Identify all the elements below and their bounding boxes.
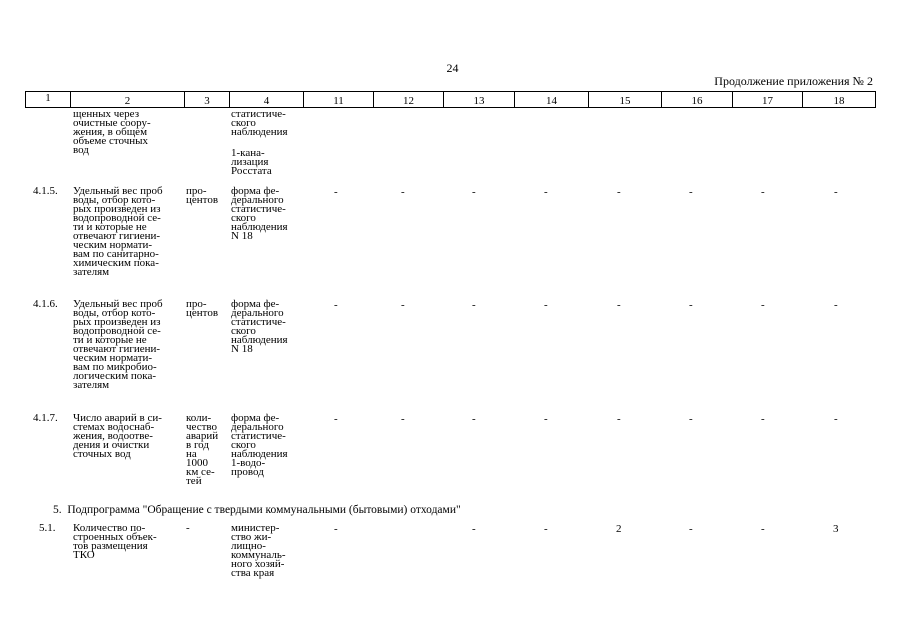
- continuation-label: Продолжение приложения № 2: [714, 74, 873, 88]
- indicator-text: Число аварий в си- стемах водоснаб- жения, водоотве- дения и очистки сточных вод: [73, 412, 162, 460]
- value-cell: 3: [833, 523, 839, 535]
- value-cell: -: [617, 299, 621, 311]
- value-cell: 2: [616, 523, 622, 535]
- column-header: 16: [662, 92, 733, 108]
- source-text: форма фе- дерального статистиче- ского наблюдения N 18: [231, 185, 288, 242]
- value-cell: -: [472, 523, 476, 535]
- value-cell: -: [334, 413, 338, 425]
- value-cell: -: [834, 299, 838, 311]
- value-cell: -: [334, 299, 338, 311]
- value-cell: -: [761, 186, 765, 198]
- indicator-text: Удельный вес проб воды, отбор кото- рых произведен из водопроводной се- ти и которые не отвечают гигиени- ческим нормати- вам по санитарно- химическим пока- зателям: [73, 185, 163, 278]
- unit-text: про- центов: [186, 185, 219, 206]
- value-cell: -: [761, 413, 765, 425]
- value-cell: -: [401, 413, 405, 425]
- value-cell: -: [689, 186, 693, 198]
- source-text: статистиче- ского наблюдения: [231, 108, 288, 138]
- value-cell: -: [761, 299, 765, 311]
- indicator-text: щенных через очистные соору- жения, в общем объеме сточных вод: [73, 108, 151, 156]
- value-cell: -: [401, 186, 405, 198]
- value-cell: -: [544, 299, 548, 311]
- column-header: 14: [515, 92, 589, 108]
- row-number: 4.1.7.: [33, 412, 58, 424]
- unit-text: -: [186, 522, 190, 534]
- value-cell: -: [689, 523, 693, 535]
- value-cell: -: [689, 413, 693, 425]
- unit-text: про- центов: [186, 298, 219, 319]
- row-number: 4.1.5.: [33, 185, 58, 197]
- value-cell: -: [689, 299, 693, 311]
- source-text: министер- ство жи- лищно- коммуналь- ного хозяй- ства края: [231, 522, 286, 579]
- value-cell: -: [834, 186, 838, 198]
- row-number: 4.1.6.: [33, 298, 58, 310]
- header-table: [25, 91, 876, 108]
- column-header: 18: [803, 92, 876, 108]
- column-header: 4: [230, 92, 304, 108]
- column-header: 13: [444, 92, 515, 108]
- column-header: 17: [733, 92, 803, 108]
- indicator-text: Количество по- строенных объек- тов размещения ТКО: [73, 522, 157, 561]
- source-text: 1-кана- лизация Росстата: [231, 147, 272, 177]
- value-cell: -: [472, 413, 476, 425]
- source-text: форма фе- дерального статистиче- ского наблюдения 1-водо- провод: [231, 412, 288, 478]
- indicator-text: Удельный вес проб воды, отбор кото- рых произведен из водопроводной се- ти и которые не отвечают гигиени- ческим нормати- вам по микробио- логическим пока- зателям: [73, 298, 163, 391]
- column-header: 15: [589, 92, 662, 108]
- value-cell: -: [834, 413, 838, 425]
- column-header: 12: [374, 92, 444, 108]
- value-cell: -: [334, 186, 338, 198]
- subprogram-heading: [53, 504, 461, 516]
- value-cell: -: [544, 186, 548, 198]
- page-number: 24: [446, 61, 459, 75]
- value-cell: -: [401, 299, 405, 311]
- column-header: 2: [71, 92, 185, 108]
- column-header: 3: [185, 92, 230, 108]
- value-cell: -: [617, 413, 621, 425]
- value-cell: -: [334, 523, 338, 535]
- value-cell: -: [544, 413, 548, 425]
- value-cell: -: [472, 186, 476, 198]
- column-header: 11: [304, 92, 374, 108]
- value-cell: -: [544, 523, 548, 535]
- column-header: 1: [26, 92, 71, 108]
- value-cell: -: [761, 523, 765, 535]
- subprogram-title: Подпрограмма "Обращение с твердыми коммунальными (бытовыми) отходами": [67, 504, 461, 516]
- value-cell: -: [617, 186, 621, 198]
- subprogram-number: 5.: [53, 504, 62, 516]
- unit-text: коли- чество аварий в год на 1000 км се- тей: [186, 412, 219, 487]
- source-text: форма фе- дерального статистиче- ского наблюдения N 18: [231, 298, 288, 355]
- row-number: 5.1.: [39, 522, 56, 534]
- value-cell: -: [472, 299, 476, 311]
